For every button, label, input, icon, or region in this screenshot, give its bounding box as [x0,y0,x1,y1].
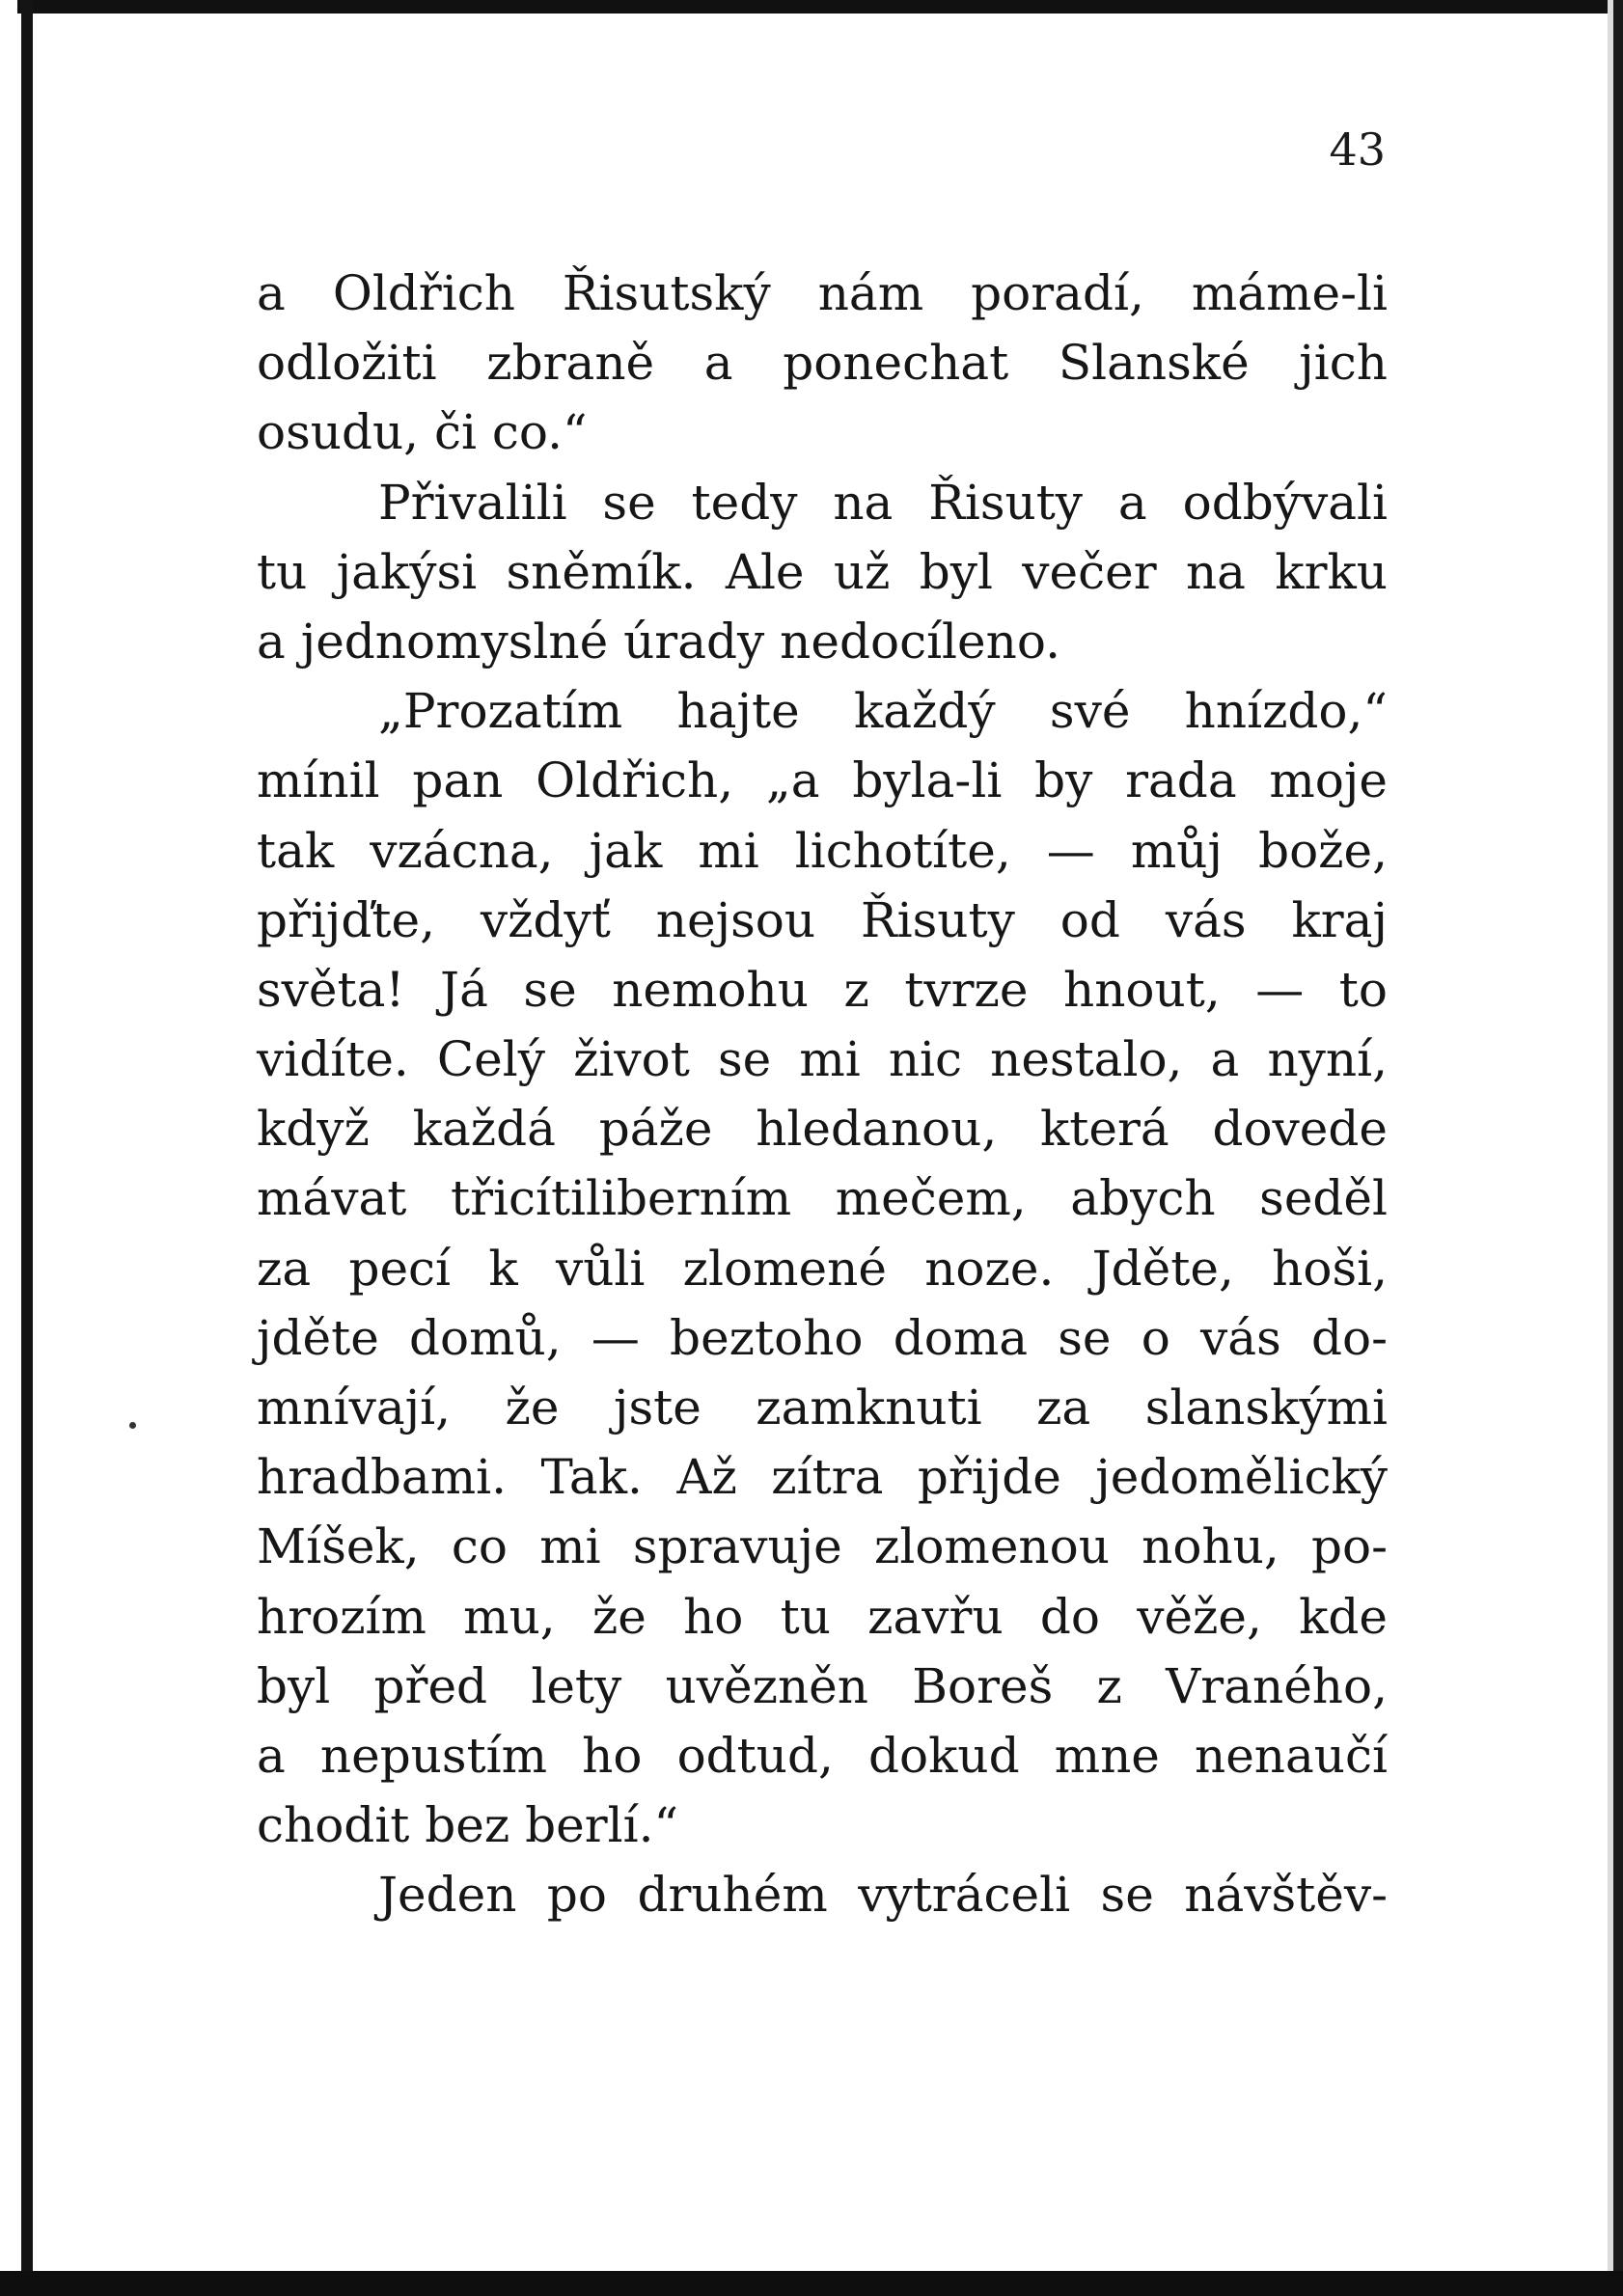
text-line: chodit bez berlí.“ [257,1797,679,1854]
body-text [257,259,1388,1930]
text-line: jděte domů, — beztoho doma se o vás do- [257,1309,1388,1366]
text-line: hradbami. Tak. Až zítra přijde jedomělický [257,1449,1388,1506]
scan-border-left [21,0,33,2296]
text-line: byl před lety uvězněn Boreš z Vraného, [257,1657,1388,1714]
text-line: hrozím mu, že ho tu zavřu do věže, kde [257,1588,1388,1645]
text-line: a nepustím ho odtud, dokud mne nenaučí [257,1727,1388,1784]
text-line: když každá páže hledanou, která dovede [257,1101,1388,1158]
text-line: tu jakýsi sněmík. Ale už byl večer na krku [257,543,1388,600]
scan-border-bottom [0,2271,1623,2296]
margin-speck [129,1422,136,1429]
text-line: „Prozatím hajte každý své hnízdo,“ [378,683,1388,740]
text-line: za pecí k vůli zlomené noze. Jděte, hoši, [257,1240,1388,1297]
scan-border-top [0,0,1623,14]
text-line: mínil pan Oldřich, „a byla-li by rada moje [257,752,1388,809]
text-line: tak vzácna, jak mi lichotíte, — můj bože, [257,822,1388,879]
text-line: Přivalili se tedy na Řisuty a odbývali [378,474,1388,531]
text-line: osudu, či co.“ [257,404,588,461]
text-line: přijďte, vždyť nejsou Řisuty od vás kraj [257,891,1388,948]
text-line: Jeden po druhém vytráceli se návštěv- [378,1867,1388,1924]
text-line: odložiti zbraně a ponechat Slanské jich [257,335,1388,392]
text-line: a jednomyslné úrady nedocíleno. [257,613,1060,670]
text-line: mávat třicítiliberním mečem, abych seděl [257,1170,1388,1227]
scan-margin-left [0,0,17,2296]
text-line: světa! Já se nemohu z tvrze hnout, — to [257,961,1388,1018]
text-line: vidíte. Celý život se mi nic nestalo, a nyní, [257,1031,1388,1088]
text-line: a Oldřich Řisutský nám poradí, máme-li [257,265,1388,321]
text-line: mnívají, že jste zamknuti za slanskými [257,1380,1388,1435]
page-number: 43 [1329,123,1386,176]
scan-border-right [1613,0,1623,2296]
text-line: Míšek, co mi spravuje zlomenou nohu, po- [257,1518,1388,1575]
